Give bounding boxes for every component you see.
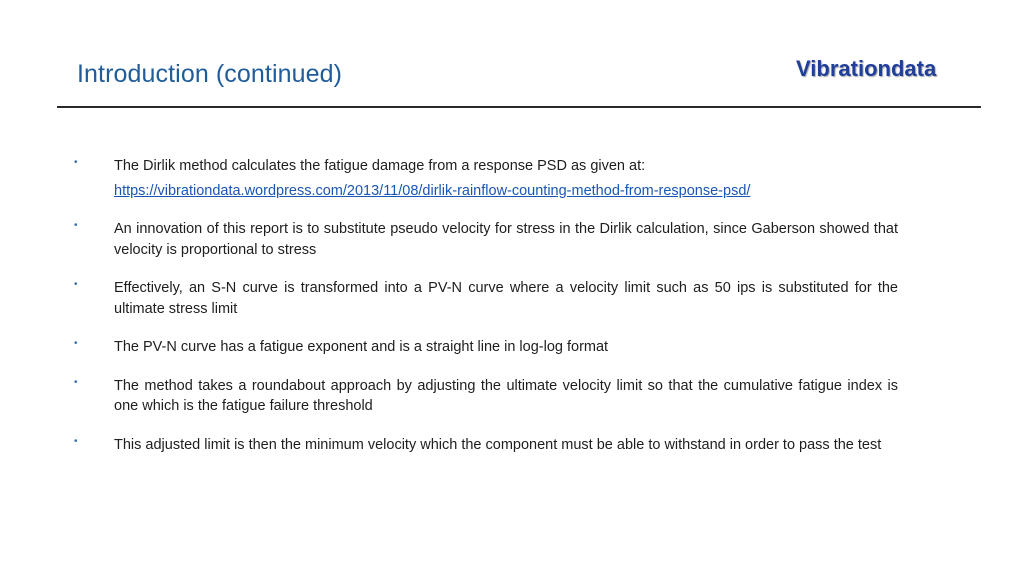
bullet-text: An innovation of this report is to substitute pseudo velocity for stress in the Dirlik calculation, since Gaberson showed that velocity is proportional to stress (114, 221, 898, 258)
bullet-icon: • (74, 279, 78, 290)
title-divider (57, 106, 981, 108)
bullet-icon: • (74, 376, 78, 388)
list-item (74, 337, 898, 358)
dirlik-link[interactable]: https://vibrationdata.wordpress.com/2013/11/08/dirlik-rainflow-counting-method-from-response-psd/ (114, 182, 751, 199)
list-item (74, 156, 898, 201)
vibrationdata-logo: Vibrationdata (796, 56, 937, 81)
bullet-text: The method takes a roundabout approach by adjusting the ultimate velocity limit so that the cumulative fatigue index is one which is the fatigue failure threshold (114, 377, 898, 414)
bullet-list (74, 156, 898, 473)
list-item (74, 435, 898, 456)
bullet-icon: • (74, 338, 78, 349)
bullet-text: Effectively, an S-N curve is transformed into a PV-N curve where a velocity limit such as 50 ips is substituted for the ultimate stress limit (114, 280, 898, 317)
bullet-text: The Dirlik method calculates the fatigue damage from a response PSD as given at: (114, 158, 646, 174)
bullet-text: The PV-N curve has a fatigue exponent and is a straight line in log-log format (114, 339, 609, 355)
bullet-icon: • (74, 220, 78, 231)
list-item (74, 376, 898, 417)
bullet-icon: • (74, 435, 78, 447)
bullet-text: This adjusted limit is then the minimum velocity which the component must be able to withstand in order to pass the test (114, 436, 882, 453)
list-item (74, 219, 898, 260)
bullet-icon: • (74, 157, 78, 168)
slide-title: Introduction (continued) (77, 60, 343, 88)
list-item (74, 278, 898, 319)
